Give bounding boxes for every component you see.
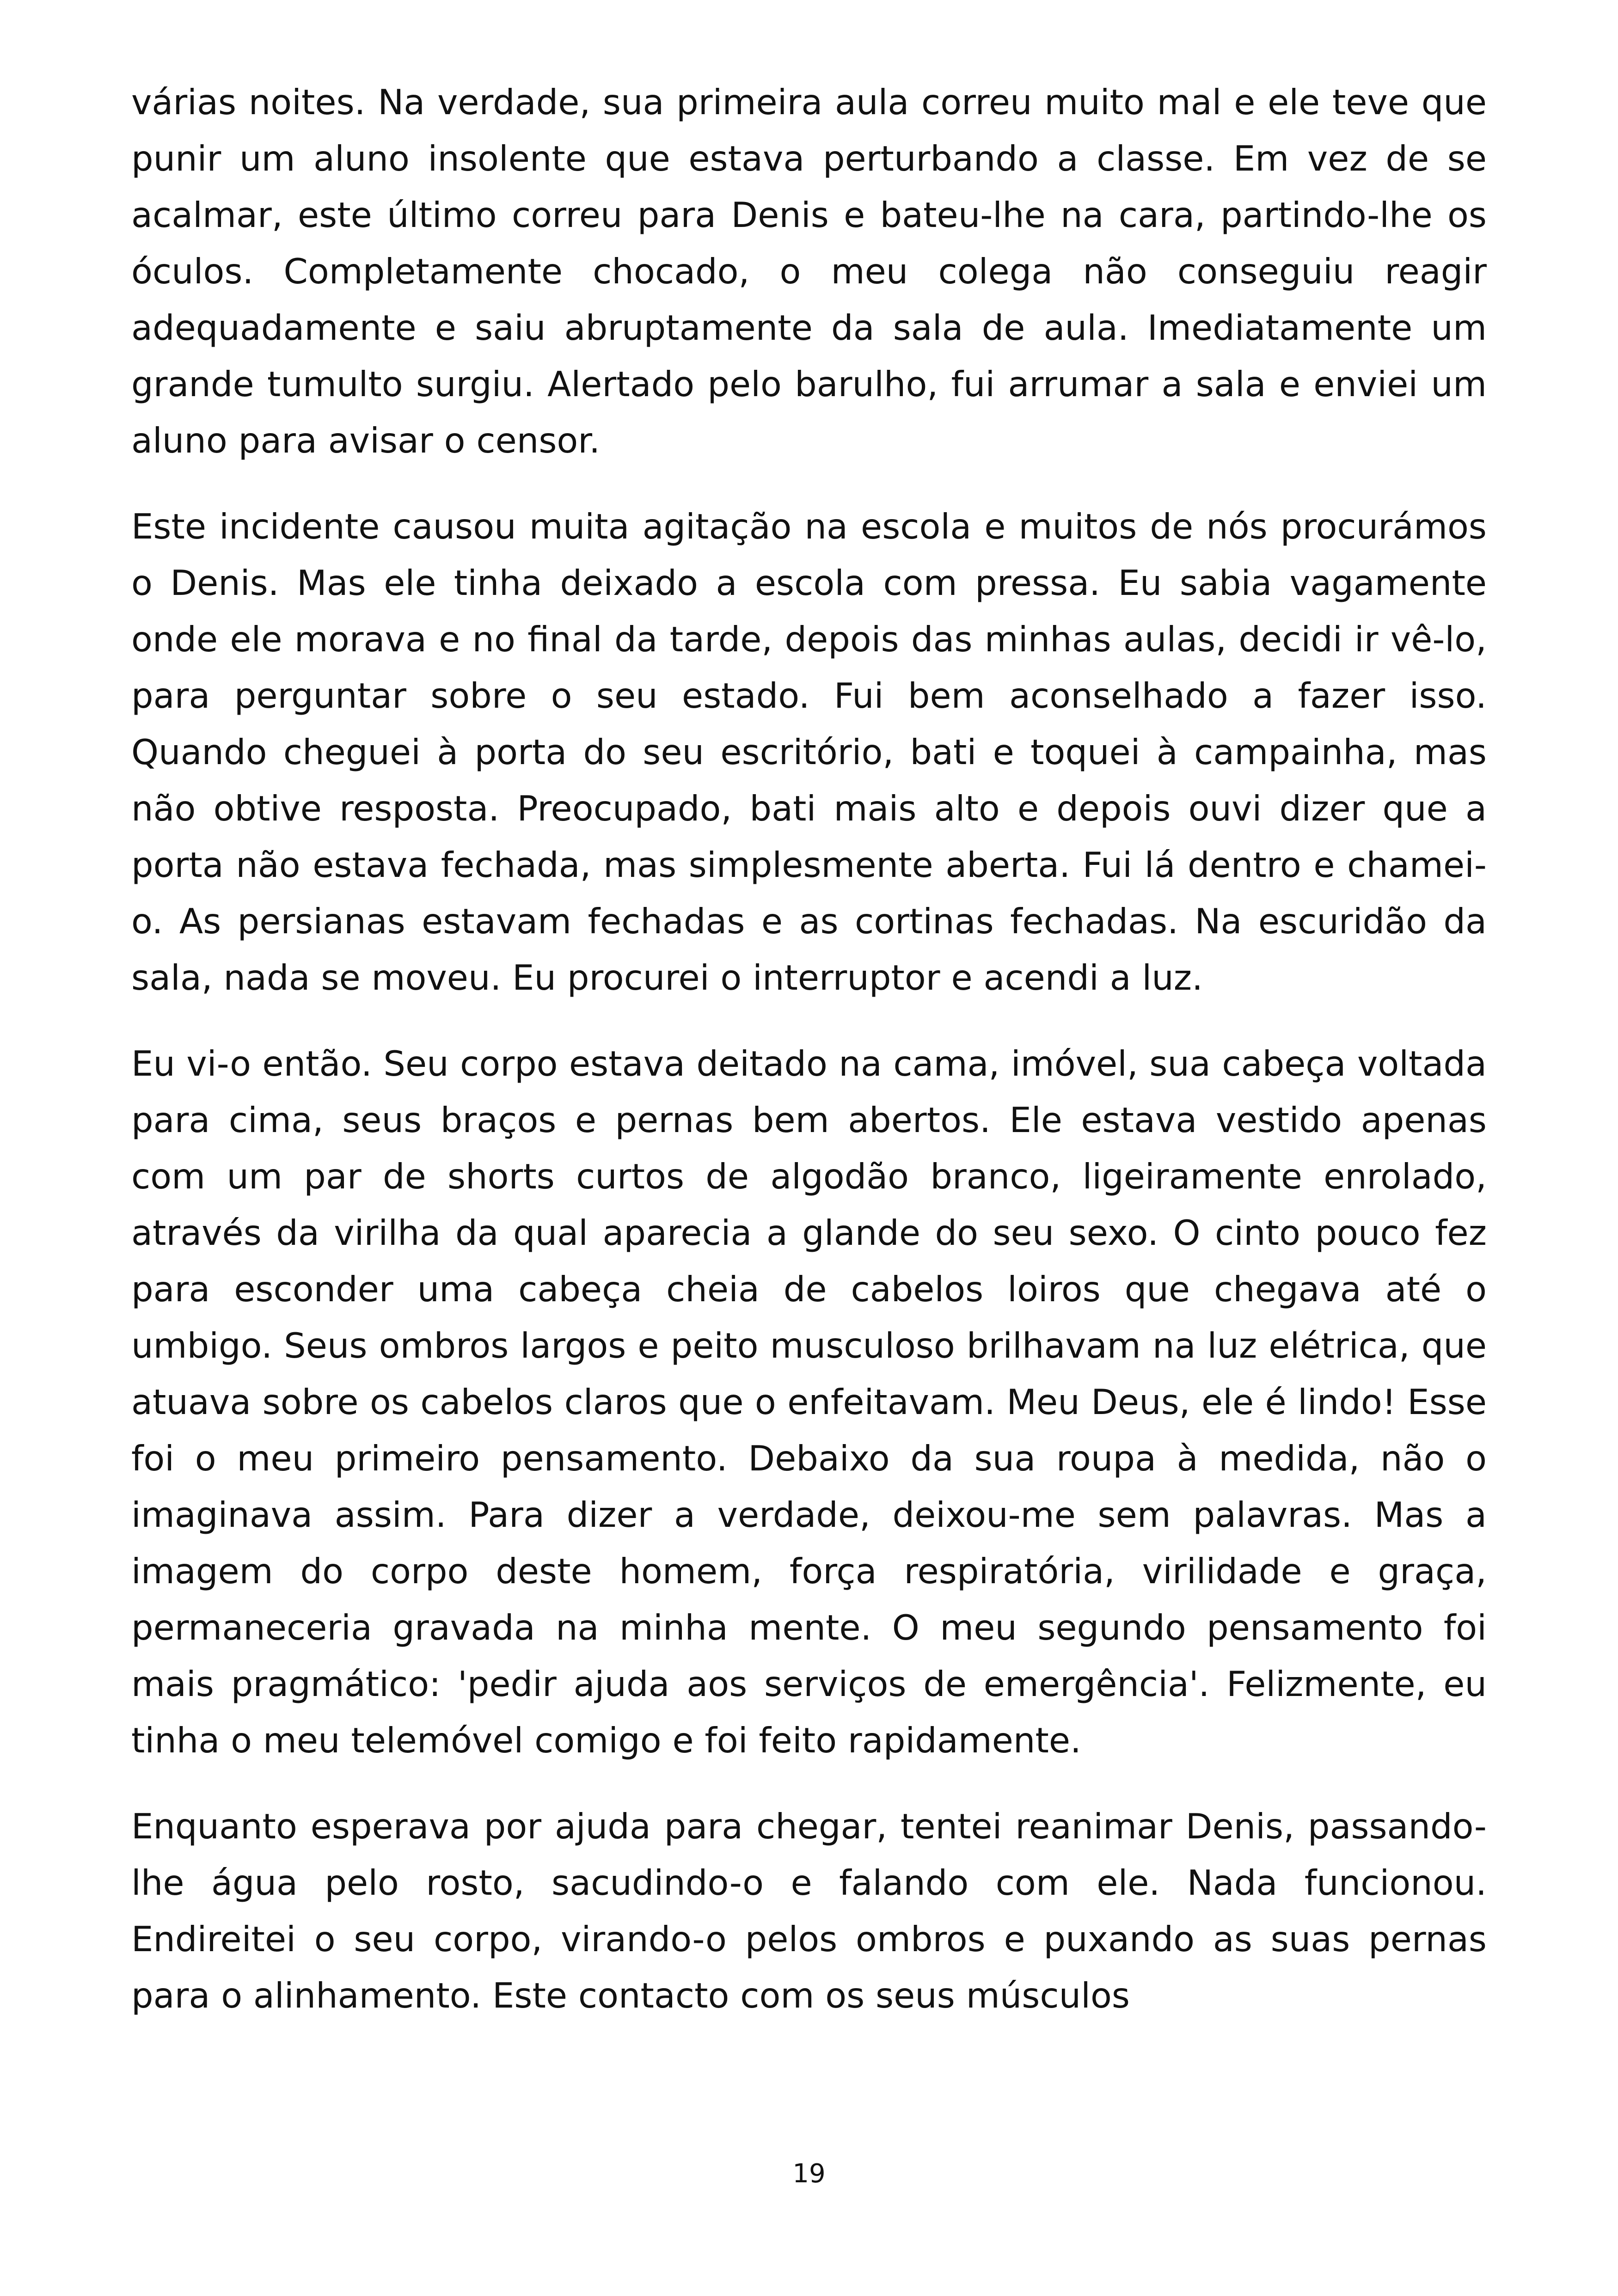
paragraph-1: várias noites. Na verdade, sua primeira aula correu muito mal e ele teve que punir um aluno insolente que estava perturbando a classe. Em vez de se acalmar, este último correu para Denis e bateu-lhe na cara, partindo-lhe os óculos. Completamente chocado, o meu colega não conseguiu reagir adequadamente e saiu abruptamente da sala de aula. Imediatamente um grande tumulto surgiu. Alertado pelo barulho, fui arrumar a sala e enviei um aluno para avisar o censor.: [131, 82, 1487, 461]
paragraph-3: Eu vi-o então. Seu corpo estava deitado na cama, imóvel, sua cabeça voltada para cima, seus braços e pernas bem abertos. Ele estava vestido apenas com um par de shorts curtos de algodão branco, ligeiramente enrolado, através da virilha da qual aparecia a glande do seu sexo. O cinto pouco fez para esconder uma cabeça cheia de cabelos loiros que chegava até o umbigo. Seus ombros largos e peito musculoso brilhavam na luz elétrica, que atuava sobre os cabelos claros que o enfeitavam. Meu Deus, ele é lindo! Esse foi o meu primeiro pensamento. Debaixo da sua roupa à medida, não o imaginava assim. Para dizer a verdade, deixou-me sem palavras. Mas a imagem do corpo deste homem, força respiratória, virilidade e graça, permaneceria gravada na minha mente. O meu segundo pensamento foi mais pragmático: 'pedir ajuda aos serviços de emergência'. Felizmente, eu tinha o meu telemóvel comigo e foi feito rapidamente.: [131, 1043, 1487, 1761]
paragraph-4: Enquanto esperava por ajuda para chegar, tentei reanimar Denis, passando-lhe água pelo rosto, sacudindo-o e falando com ele. Nada funcionou. Endireitei o seu corpo, virando-o pelos ombros e puxando as suas pernas para o alinhamento. Este contacto com os seus músculos: [131, 1806, 1487, 2016]
body-text: [131, 74, 1487, 2053]
paragraph-2: Este incidente causou muita agitação na escola e muitos de nós procurámos o Denis. Mas ele tinha deixado a escola com pressa. Eu sabia vagamente onde ele morava e no final da tarde, depois das minhas aulas, decidi ir vê-lo, para perguntar sobre o seu estado. Fui bem aconselhado a fazer isso. Quando cheguei à porta do seu escritório, bati e toquei à campainha, mas não obtive resposta. Preocupado, bati mais alto e depois ouvi dizer que a porta não estava fechada, mas simplesmente aberta. Fui lá dentro e chamei-o. As persianas estavam fechadas e as cortinas fechadas. Na escuridão da sala, nada se moveu. Eu procurei o interruptor e acendi a luz.: [131, 506, 1487, 998]
page-number: 19: [792, 2159, 826, 2189]
